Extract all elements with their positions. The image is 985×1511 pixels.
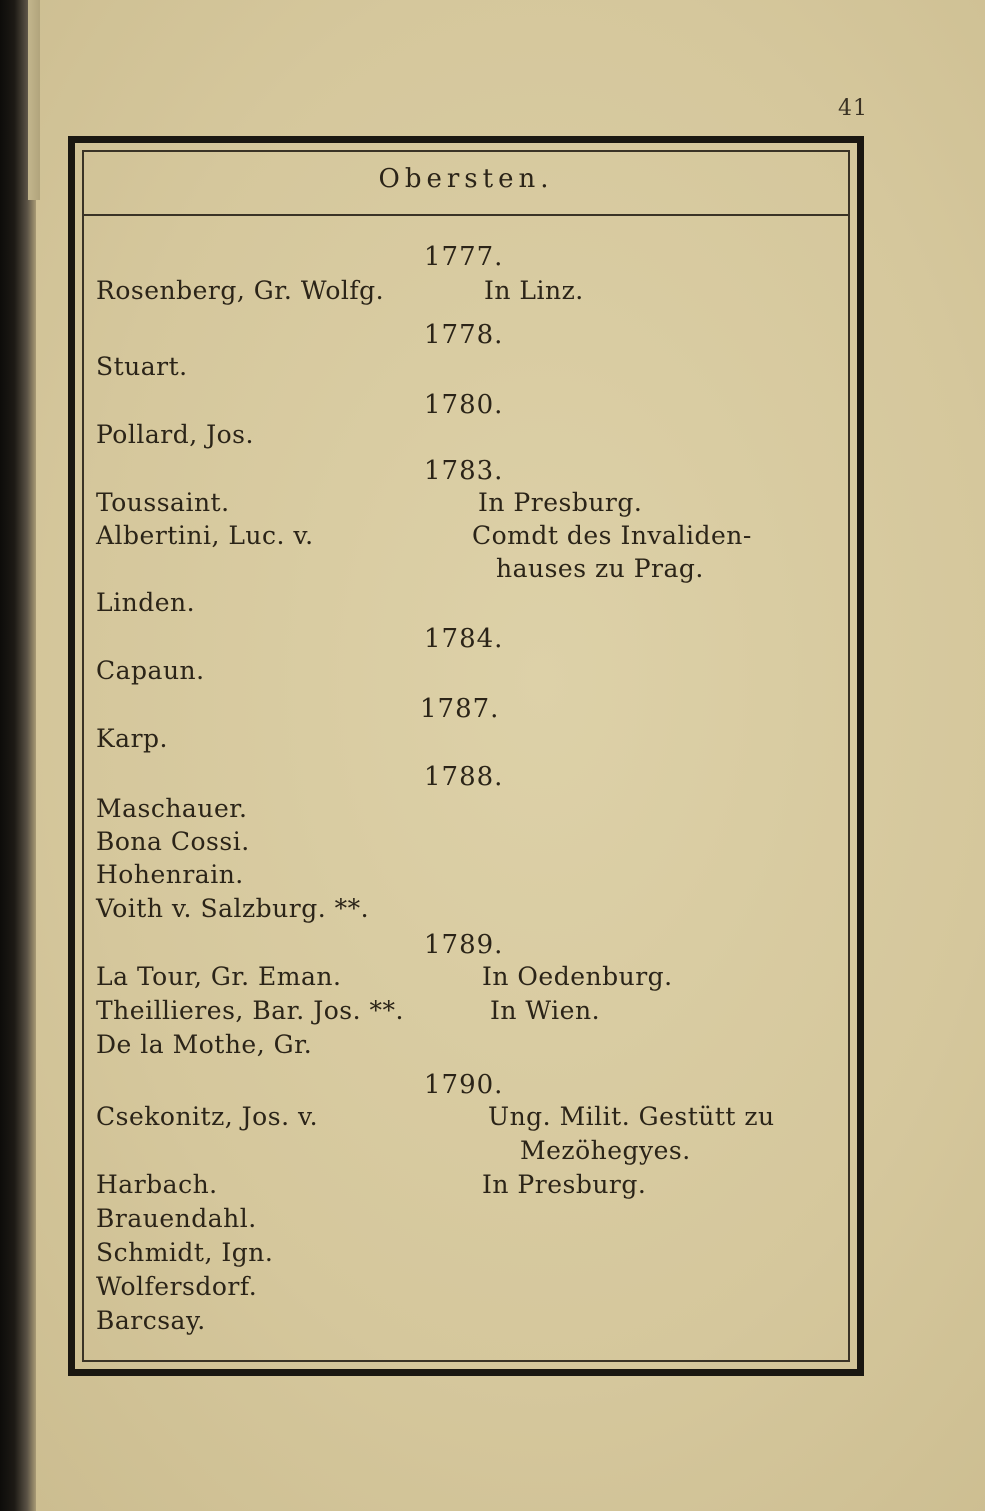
entry-pollard: Pollard, Jos. [96,420,254,449]
year-heading-1783: 1783. [424,456,504,486]
entry-albertini-note-2: hauses zu Prag. [496,554,704,583]
year-heading-1780: 1780. [424,390,504,420]
entry-karp: Karp. [96,724,168,753]
entry-barcsay: Barcsay. [96,1306,206,1335]
entry-linden: Linden. [96,588,196,617]
year-heading-1777: 1777. [424,242,504,272]
entry-csekonitz-note-1: Ung. Milit. Gestütt zu [488,1102,775,1131]
entry-harbach-note: In Presburg. [482,1170,647,1199]
entry-rosenberg-note: In Linz. [484,276,584,305]
entry-stuart: Stuart. [96,352,188,381]
section-header: Obersten. [378,164,554,194]
entry-toussaint: Toussaint. [96,488,230,517]
entry-de-la-mothe: De la Mothe, Gr. [96,1030,313,1059]
entry-albertini-note-1: Comdt des Invaliden- [472,521,752,550]
entry-albertini: Albertini, Luc. v. [96,521,314,550]
entry-harbach: Harbach. [96,1170,218,1199]
entry-csekonitz: Csekonitz, Jos. v. [96,1102,319,1131]
header-divider [84,214,848,216]
entry-brauendahl: Brauendahl. [96,1204,257,1233]
year-heading-1789: 1789. [424,930,504,960]
page-edge [28,0,40,200]
year-heading-1778: 1778. [424,320,504,350]
entry-voith: Voith v. Salzburg. **. [96,894,370,923]
entry-wolfersdorf: Wolfersdorf. [96,1272,258,1301]
entry-rosenberg: Rosenberg, Gr. Wolfg. [96,276,385,305]
entry-toussaint-note: In Presburg. [478,488,643,517]
year-heading-1788: 1788. [424,762,504,792]
entry-bona-cossi: Bona Cossi. [96,827,250,856]
year-heading-1787: 1787. [420,694,500,724]
entry-hohenrain: Hohenrain. [96,860,244,889]
entry-capaun: Capaun. [96,656,205,685]
entry-schmidt: Schmidt, Ign. [96,1238,274,1267]
entry-la-tour: La Tour, Gr. Eman. [96,962,342,991]
entry-theillieres-note: In Wien. [490,996,601,1025]
year-heading-1784: 1784. [424,624,504,654]
entry-csekonitz-note-2: Mezöhegyes. [520,1136,691,1165]
entry-la-tour-note: In Oedenburg. [482,962,673,991]
book-spine-shadow [0,0,36,1511]
entry-maschauer: Maschauer. [96,794,248,823]
page-number: 41 [838,96,868,121]
year-heading-1790: 1790. [424,1070,504,1100]
entry-theillieres: Theillieres, Bar. Jos. **. [96,996,404,1025]
